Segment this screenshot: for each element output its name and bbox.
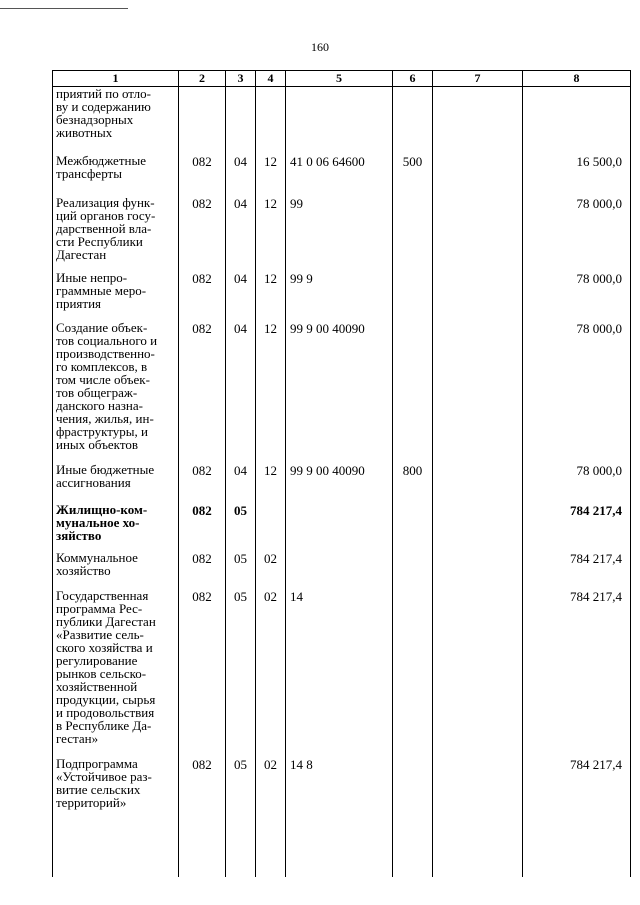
sum-cell: 78 000,0	[523, 321, 631, 463]
rz-cell: 05	[226, 589, 256, 757]
csr-cell: 41 0 06 64600	[286, 154, 393, 196]
pr-cell: 02	[256, 757, 286, 837]
empty-cell	[226, 837, 256, 877]
vr-cell: 500	[393, 154, 433, 196]
rz-cell: 04	[226, 154, 256, 196]
table-row	[53, 463, 631, 503]
col7-cell	[433, 589, 523, 757]
rz-cell: 05	[226, 757, 256, 837]
rz-cell: 04	[226, 196, 256, 271]
budget-table	[52, 70, 631, 877]
header-cell: 1	[53, 71, 179, 87]
table-row	[53, 271, 631, 321]
empty-cell	[53, 837, 179, 877]
col7-cell	[433, 87, 523, 155]
empty-cell	[433, 837, 523, 877]
corner-rule	[0, 8, 128, 9]
header-cell: 3	[226, 71, 256, 87]
csr-cell	[286, 87, 393, 155]
table-row	[53, 589, 631, 757]
pr-cell: 12	[256, 271, 286, 321]
csr-cell	[286, 503, 393, 551]
vr-cell	[393, 589, 433, 757]
sum-cell: 78 000,0	[523, 196, 631, 271]
gr-cell: 082	[179, 196, 226, 271]
col7-cell	[433, 271, 523, 321]
col7-cell	[433, 321, 523, 463]
col7-cell	[433, 463, 523, 503]
empty-cell	[523, 837, 631, 877]
csr-cell	[286, 551, 393, 589]
pr-cell: 12	[256, 196, 286, 271]
header-cell: 4	[256, 71, 286, 87]
empty-cell	[393, 837, 433, 877]
csr-cell: 14	[286, 589, 393, 757]
pr-cell: 12	[256, 321, 286, 463]
header-row	[53, 71, 631, 87]
sum-cell: 784 217,4	[523, 589, 631, 757]
gr-cell: 082	[179, 503, 226, 551]
header-cell: 8	[523, 71, 631, 87]
row-name-cell: Государственная программа Рес- публики Дагестан «Развитие сель- ского хозяйства и регулирование рынков сельско- хозяйственной продукции, сырья и продовольствия в Республике Да- гестан»	[53, 589, 179, 757]
rz-cell: 04	[226, 321, 256, 463]
table-row	[53, 551, 631, 589]
pr-cell	[256, 87, 286, 155]
pr-cell	[256, 503, 286, 551]
row-name-cell: Подпрограмма «Устойчивое раз- витие сельских территорий»	[53, 757, 179, 837]
col7-cell	[433, 503, 523, 551]
page-number: 160	[311, 40, 329, 54]
empty-cell	[179, 837, 226, 877]
gr-cell: 082	[179, 271, 226, 321]
header-cell: 5	[286, 71, 393, 87]
col7-cell	[433, 154, 523, 196]
row-name-cell: Жилищно-ком- мунальное хо- зяйство	[53, 503, 179, 551]
gr-cell: 082	[179, 757, 226, 837]
table-spacer-row	[53, 837, 631, 877]
sum-cell: 784 217,4	[523, 551, 631, 589]
vr-cell	[393, 551, 433, 589]
pr-cell: 12	[256, 154, 286, 196]
table-row	[53, 154, 631, 196]
vr-cell	[393, 271, 433, 321]
csr-cell: 99 9 00 40090	[286, 463, 393, 503]
vr-cell	[393, 196, 433, 271]
gr-cell: 082	[179, 321, 226, 463]
pr-cell: 02	[256, 551, 286, 589]
gr-cell: 082	[179, 154, 226, 196]
col7-cell	[433, 551, 523, 589]
empty-cell	[286, 837, 393, 877]
vr-cell: 800	[393, 463, 433, 503]
sum-cell: 78 000,0	[523, 463, 631, 503]
csr-cell: 99 9	[286, 271, 393, 321]
sum-cell	[523, 87, 631, 155]
table-row	[53, 87, 631, 155]
row-name-cell: Иные непро- граммные меро- приятия	[53, 271, 179, 321]
csr-cell: 14 8	[286, 757, 393, 837]
sum-cell: 784 217,4	[523, 503, 631, 551]
row-name-cell: приятий по отло- ву и содержанию безнадзорных животных	[53, 87, 179, 155]
table-row	[53, 321, 631, 463]
pr-cell: 02	[256, 589, 286, 757]
table-row	[53, 503, 631, 551]
table-body	[53, 87, 631, 878]
rz-cell	[226, 87, 256, 155]
header-cell: 6	[393, 71, 433, 87]
table-row	[53, 757, 631, 837]
vr-cell	[393, 757, 433, 837]
rz-cell: 04	[226, 271, 256, 321]
row-name-cell: Коммунальное хозяйство	[53, 551, 179, 589]
csr-cell: 99 9 00 40090	[286, 321, 393, 463]
rz-cell: 05	[226, 503, 256, 551]
row-name-cell: Создание объек- тов социального и производственно- го комплексов, в том числе объек- тов общеграж- данского назна- чения, жилья, ин- фраструктуры, и иных объектов	[53, 321, 179, 463]
row-name-cell: Межбюджетные трансферты	[53, 154, 179, 196]
vr-cell	[393, 503, 433, 551]
rz-cell: 05	[226, 551, 256, 589]
empty-cell	[256, 837, 286, 877]
pr-cell: 12	[256, 463, 286, 503]
csr-cell: 99	[286, 196, 393, 271]
row-name-cell: Иные бюджетные ассигнования	[53, 463, 179, 503]
header-cell: 7	[433, 71, 523, 87]
gr-cell: 082	[179, 463, 226, 503]
sum-cell: 784 217,4	[523, 757, 631, 837]
col7-cell	[433, 196, 523, 271]
vr-cell	[393, 87, 433, 155]
gr-cell	[179, 87, 226, 155]
rz-cell: 04	[226, 463, 256, 503]
table-row	[53, 196, 631, 271]
sum-cell: 16 500,0	[523, 154, 631, 196]
col7-cell	[433, 757, 523, 837]
vr-cell	[393, 321, 433, 463]
gr-cell: 082	[179, 589, 226, 757]
row-name-cell: Реализация функ- ций органов госу- дарственной вла- сти Республики Дагестан	[53, 196, 179, 271]
gr-cell: 082	[179, 551, 226, 589]
header-cell: 2	[179, 71, 226, 87]
sum-cell: 78 000,0	[523, 271, 631, 321]
